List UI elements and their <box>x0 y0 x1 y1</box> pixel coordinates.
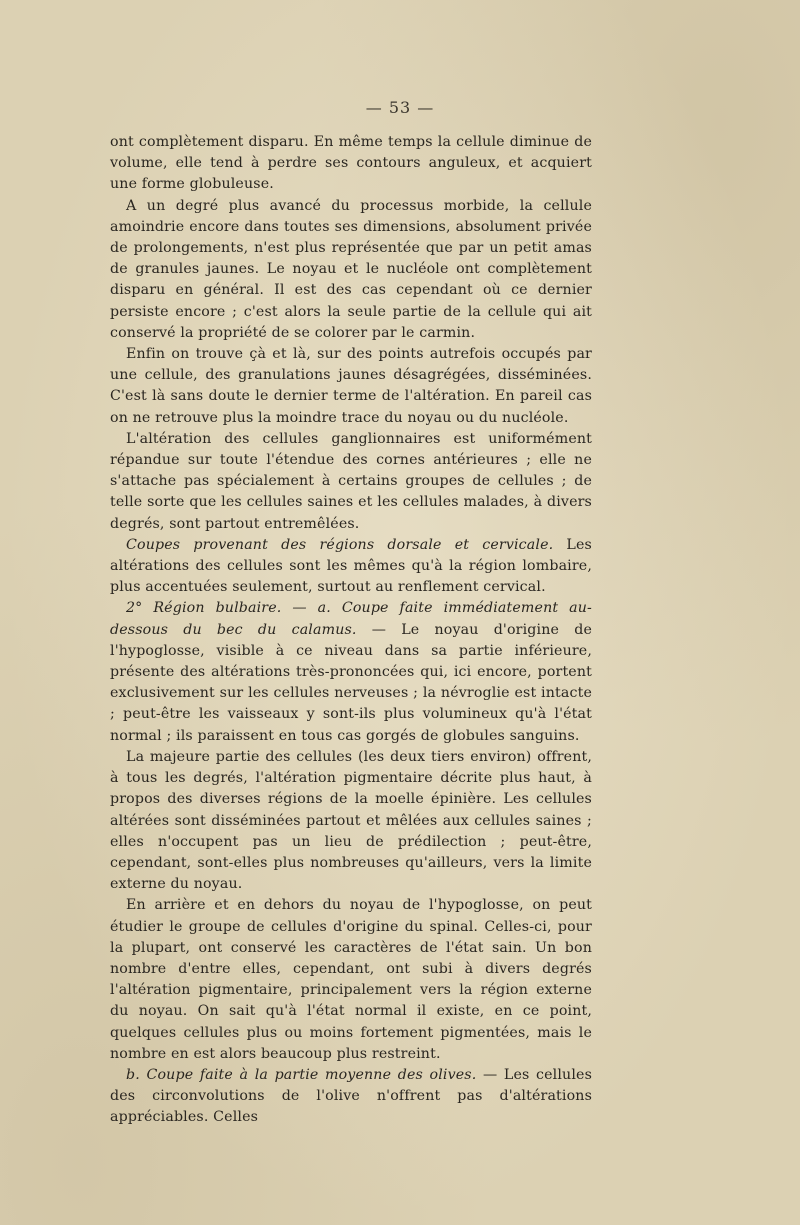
paragraph: A un degré plus avancé du processus morbide, la cellule amoindrie encore dans toutes ses dimensions, absolument privée de prolongements, n'est plus représentée que par un petit amas de granules jaunes. Le noyau et le nucléole ont complètement disparu en général. Il est des cas cependant où ce dernier persiste encore ; c'est alors la seule partie de la cellule qui ait conservé la propriété de se colorer par le carmin. <box>110 197 592 341</box>
paragraph: La majeure partie des cellules (les deux tiers environ) offrent, à tous les degrés, l'altération pigmentaire décrite plus haut, à propos des diverses régions de la moelle épinière. Les cellules altérées sont disséminées partout et mêlées aux cellules saines ; elles n'occupent pas un lieu de prédilection ; peut-être, cependant, sont-elles plus nombreuses qu'ailleurs, vers la limite externe du noyau. <box>110 748 592 893</box>
body-text <box>110 132 592 1129</box>
section-heading: Coupes provenant des régions dorsale et cervicale. <box>126 536 554 553</box>
paragraph <box>110 598 592 746</box>
paragraph <box>110 1065 592 1129</box>
paragraph: ont complètement disparu. En même temps la cellule diminue de volume, elle tend à perdre ses contours anguleux, et acquiert une forme globuleuse. <box>110 134 592 193</box>
paragraph: Enfin on trouve çà et là, sur des points autrefois occupés par une cellule, des granulations jaunes désagrégées, disséminées. C'est là sans doute le dernier terme de l'altération. En pareil cas on ne retrouve plus la moindre trace du noyau ou du nucléole. <box>110 346 592 426</box>
section-heading: b. Coupe faite à la partie moyenne des olives. <box>126 1066 477 1083</box>
section-heading: 2° Région bulbaire. — a. Coupe faite immédiatement au-dessous du bec du calamus. <box>110 600 592 638</box>
paragraph: En arrière et en dehors du noyau de l'hypoglosse, on peut étudier le groupe de cellules d'origine du spinal. Celles-ci, pour la plupart, ont conservé les caractères de l'état sain. Un bon nombre d'entre elles, cependant, ont subi à divers degrés l'altération pigmentaire, principalement vers la région externe du noyau. On sait qu'à l'état normal il existe, en ce point, quelques cellules plus ou moins fortement pigmentées, mais le nombre en est alors beaucoup plus restreint. <box>110 897 592 1062</box>
paragraph: L'altération des cellules ganglionnaires est uniformément répandue sur toute l'étendue des cornes antérieures ; elle ne s'attache pas spécialement à certains groupes de cellules ; de telle sorte que les cellules saines et les cellules malades, à divers degrés, sont partout entremêlées. <box>110 430 592 532</box>
paragraph-text: — Les cellules des circonvolutions de l'olive n'offrent pas d'altérations appréciables. Celles <box>110 1066 592 1126</box>
paragraph-text: Les altérations des cellules sont les mêmes qu'à la région lombaire, plus accentuées seulement, surtout au renflement cervical. <box>110 536 592 596</box>
page-number: — 53 — <box>365 98 435 117</box>
paragraph-text: — Le noyau d'origine de l'hypoglosse, visible à ce niveau dans sa partie inférieure, présente des altérations très-prononcées qui, ici encore, portent exclusivement sur les cellules nerveuses ; la névroglie est intacte ; peut-être les vaisseaux y sont-ils plus volumineux qu'à l'état normal ; ils paraissent en tous cas gorgés de globules sanguins. <box>110 621 592 744</box>
paragraph <box>110 535 592 599</box>
